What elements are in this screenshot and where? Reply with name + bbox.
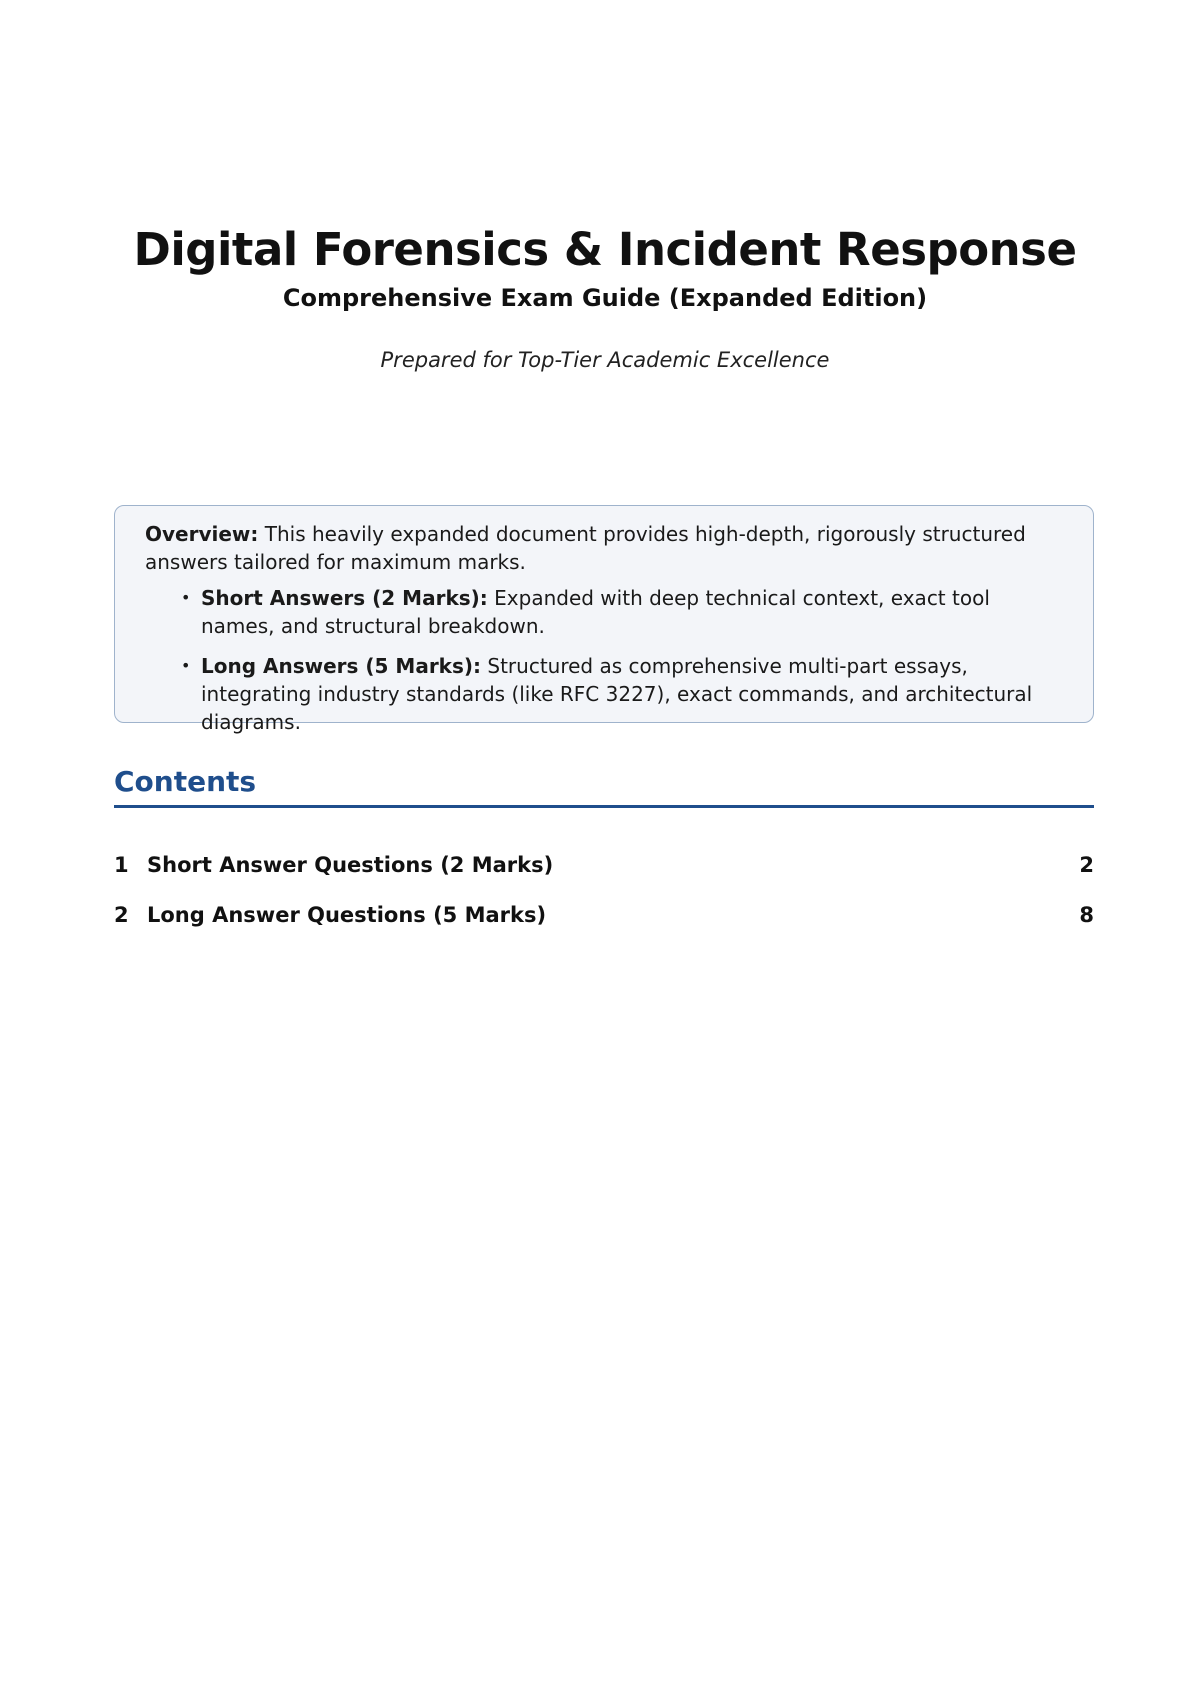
overview-item-short [181, 584, 1063, 640]
prepared-note: Prepared for Top-Tier Academic Excellence [380, 348, 830, 372]
toc-entry-long-answers[interactable] [114, 900, 1094, 930]
toc-entry-number: 1 [114, 853, 129, 877]
overview-lead [145, 520, 1063, 576]
overview-label: Overview: [145, 522, 259, 546]
document-subtitle: Comprehensive Exam Guide (Expanded Edition) [282, 284, 928, 312]
contents-divider [114, 805, 1094, 808]
toc-entry-short-answers[interactable] [114, 850, 1094, 880]
overview-item-label: Long Answers (5 Marks): [201, 654, 482, 678]
contents-heading: Contents [114, 765, 257, 798]
toc-entry-title[interactable]: Long Answer Questions (5 Marks) [147, 903, 547, 927]
toc-entry-title[interactable]: Short Answer Questions (2 Marks) [147, 853, 554, 877]
overview-item-long [181, 652, 1063, 736]
overview-item-text: Expanded with deep technical context, exact tool names, and structural breakdown. [201, 586, 990, 638]
toc-entry-number: 2 [114, 903, 129, 927]
bullet-icon: • [181, 656, 191, 675]
overview-list [145, 584, 1063, 736]
overview-box [114, 505, 1094, 734]
overview-item-label: Short Answers (2 Marks): [201, 586, 488, 610]
toc-entry-page[interactable]: 8 [1079, 903, 1094, 927]
overview-text: This heavily expanded document provides high-depth, rigorously structured answers tailored for maximum marks. [145, 522, 1026, 574]
document-title: Digital Forensics & Incident Response [133, 223, 1077, 276]
bullet-icon: • [181, 588, 191, 607]
toc-entry-page[interactable]: 2 [1079, 853, 1094, 877]
overview-item-text: Structured as comprehensive multi-part essays, integrating industry standards (like RFC 3227), exact commands, and architectural diagrams. [201, 654, 1033, 734]
